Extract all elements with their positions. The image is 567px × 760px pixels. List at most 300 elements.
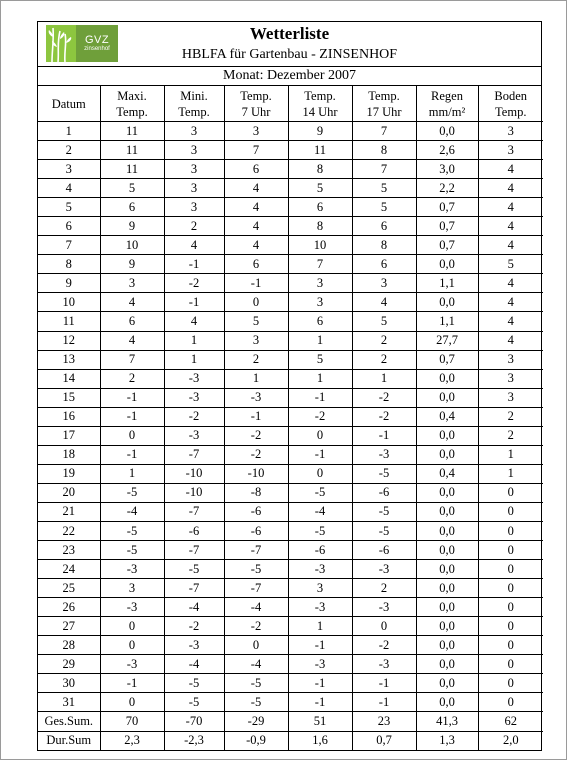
value-cell: 4 — [478, 236, 543, 255]
value-cell: 70 — [100, 712, 164, 731]
value-cell: -3 — [164, 426, 224, 445]
value-cell: 1,6 — [288, 731, 352, 750]
table-row — [38, 655, 543, 674]
value-cell: -1 — [164, 255, 224, 274]
value-cell: 4 — [478, 160, 543, 179]
page-title: Wetterliste — [249, 24, 330, 43]
value-cell: 2,3 — [100, 731, 164, 750]
value-cell: 8 — [288, 217, 352, 236]
row-label-cell: 17 — [38, 426, 100, 445]
value-cell: 3 — [100, 579, 164, 598]
value-cell: -1 — [352, 674, 416, 693]
table-row — [38, 445, 543, 464]
value-cell: -2 — [164, 407, 224, 426]
value-cell: 4 — [478, 179, 543, 198]
column-header — [478, 86, 543, 122]
value-cell: 3 — [288, 293, 352, 312]
row-label-cell: 9 — [38, 274, 100, 293]
value-cell: -2 — [164, 617, 224, 636]
value-cell: -3 — [288, 598, 352, 617]
logo-name: zinsenhof — [84, 46, 110, 52]
value-cell: 0 — [478, 636, 543, 655]
value-cell: 3 — [478, 369, 543, 388]
row-label-cell: Ges.Sum. — [38, 712, 100, 731]
value-cell: 4 — [224, 236, 288, 255]
value-cell: 1 — [288, 331, 352, 350]
value-cell: 0 — [478, 598, 543, 617]
value-cell: 1 — [164, 350, 224, 369]
table-row — [38, 560, 543, 579]
value-cell: 2 — [352, 331, 416, 350]
value-cell: 0 — [478, 655, 543, 674]
value-cell: 0,7 — [416, 350, 478, 369]
value-cell: 0,0 — [416, 560, 478, 579]
value-cell: 0,0 — [416, 693, 478, 712]
value-cell: 0 — [478, 617, 543, 636]
value-cell: 4 — [224, 179, 288, 198]
value-cell: 4 — [224, 217, 288, 236]
value-cell: -3 — [352, 445, 416, 464]
value-cell: 0,0 — [416, 369, 478, 388]
value-cell: -3 — [352, 560, 416, 579]
value-cell: 0,0 — [416, 502, 478, 521]
page-subtitle: HBLFA für Gartenbau - ZINSENHOF — [181, 47, 398, 62]
sheet-header — [38, 22, 541, 67]
value-cell: 7 — [352, 160, 416, 179]
value-cell: 2 — [164, 217, 224, 236]
value-cell: 51 — [288, 712, 352, 731]
column-header — [164, 86, 224, 122]
table-row — [38, 579, 543, 598]
value-cell: 23 — [352, 712, 416, 731]
value-cell: 1 — [478, 445, 543, 464]
value-cell: -4 — [164, 598, 224, 617]
table-row — [38, 160, 543, 179]
value-cell: 1 — [352, 369, 416, 388]
value-cell: -1 — [100, 445, 164, 464]
column-header-line: 7 Uhr — [241, 104, 271, 119]
value-cell: 6 — [288, 198, 352, 217]
row-label-cell: 22 — [38, 521, 100, 540]
table-row — [38, 198, 543, 217]
value-cell: 4 — [352, 293, 416, 312]
value-cell: 0,0 — [416, 388, 478, 407]
table-row — [38, 369, 543, 388]
row-label-cell: 30 — [38, 674, 100, 693]
row-label-cell: 23 — [38, 541, 100, 560]
value-cell: 2 — [478, 407, 543, 426]
value-cell: 0,7 — [416, 198, 478, 217]
value-cell: 0 — [100, 636, 164, 655]
table-row — [38, 350, 543, 369]
table-row — [38, 312, 543, 331]
value-cell: -8 — [224, 483, 288, 502]
column-header-line: Temp. — [304, 88, 336, 103]
value-cell: 3 — [478, 350, 543, 369]
row-label-cell: 19 — [38, 464, 100, 483]
weather-table — [38, 86, 543, 750]
table-row — [38, 426, 543, 445]
value-cell: -2 — [288, 407, 352, 426]
value-cell: 0,0 — [416, 445, 478, 464]
value-cell: 3 — [164, 122, 224, 141]
row-label-cell: 1 — [38, 122, 100, 141]
value-cell: -7 — [224, 541, 288, 560]
value-cell: -5 — [224, 674, 288, 693]
value-cell: 0,0 — [416, 541, 478, 560]
value-cell: 2 — [352, 579, 416, 598]
value-cell: -3 — [100, 598, 164, 617]
table-row — [38, 122, 543, 141]
value-cell: 0 — [288, 426, 352, 445]
value-cell: -5 — [224, 693, 288, 712]
value-cell: 1 — [100, 464, 164, 483]
value-cell: -5 — [352, 464, 416, 483]
value-cell: 0 — [478, 502, 543, 521]
value-cell: -10 — [164, 464, 224, 483]
table-row — [38, 693, 543, 712]
value-cell: 0,7 — [416, 236, 478, 255]
value-cell: 1 — [288, 617, 352, 636]
value-cell: -2 — [164, 274, 224, 293]
value-cell: 3 — [288, 274, 352, 293]
value-cell: 3 — [288, 579, 352, 598]
value-cell: -3 — [352, 655, 416, 674]
value-cell: -7 — [164, 445, 224, 464]
value-cell: 7 — [224, 141, 288, 160]
value-cell: 11 — [288, 141, 352, 160]
value-cell: -2 — [352, 407, 416, 426]
value-cell: -29 — [224, 712, 288, 731]
table-row — [38, 141, 543, 160]
value-cell: 9 — [100, 255, 164, 274]
value-cell: -4 — [164, 655, 224, 674]
value-cell: 10 — [100, 236, 164, 255]
value-cell: 4 — [478, 331, 543, 350]
value-cell: -5 — [100, 521, 164, 540]
row-label-cell: 4 — [38, 179, 100, 198]
value-cell: -1 — [100, 407, 164, 426]
table-row — [38, 674, 543, 693]
value-cell: 8 — [352, 141, 416, 160]
logo-abbr: GVZ — [84, 34, 110, 46]
value-cell: 5 — [288, 179, 352, 198]
value-cell: -3 — [100, 655, 164, 674]
column-header-line: Temp. — [178, 104, 210, 119]
table-row — [38, 255, 543, 274]
value-cell: -7 — [224, 579, 288, 598]
table-row — [38, 388, 543, 407]
value-cell: 4 — [478, 198, 543, 217]
table-row — [38, 217, 543, 236]
column-header-line: Temp. — [495, 104, 527, 119]
value-cell: 0 — [478, 521, 543, 540]
row-label-cell: 2 — [38, 141, 100, 160]
value-cell: 0,0 — [416, 521, 478, 540]
value-cell: 0 — [478, 693, 543, 712]
value-cell: 1,1 — [416, 274, 478, 293]
value-cell: -5 — [352, 502, 416, 521]
value-cell: -10 — [224, 464, 288, 483]
value-cell: 0 — [478, 483, 543, 502]
value-cell: -3 — [164, 636, 224, 655]
column-header — [38, 86, 100, 122]
table-row — [38, 274, 543, 293]
value-cell: 0,0 — [416, 655, 478, 674]
value-cell: -1 — [288, 693, 352, 712]
value-cell: -2 — [352, 636, 416, 655]
row-label-cell: 5 — [38, 198, 100, 217]
value-cell: 0 — [478, 674, 543, 693]
column-header-line: mm/m² — [428, 104, 466, 119]
value-cell: -6 — [224, 502, 288, 521]
value-cell: 4 — [478, 293, 543, 312]
value-cell: 0,0 — [416, 579, 478, 598]
value-cell: 7 — [100, 350, 164, 369]
column-header-line: Temp. — [368, 88, 400, 103]
value-cell: -1 — [224, 407, 288, 426]
value-cell: 5 — [352, 198, 416, 217]
value-cell: -4 — [100, 502, 164, 521]
value-cell: -2 — [352, 388, 416, 407]
value-cell: -6 — [224, 521, 288, 540]
value-cell: -1 — [288, 388, 352, 407]
value-cell: -6 — [164, 521, 224, 540]
value-cell: -1 — [288, 674, 352, 693]
value-cell: -1 — [164, 293, 224, 312]
value-cell: 3 — [478, 122, 543, 141]
row-label-cell: 8 — [38, 255, 100, 274]
table-row — [38, 236, 543, 255]
row-label-cell: 16 — [38, 407, 100, 426]
value-cell: -4 — [224, 655, 288, 674]
value-cell: -7 — [164, 541, 224, 560]
value-cell: 0 — [224, 636, 288, 655]
column-header-line: Temp. — [116, 104, 148, 119]
row-label-cell: 20 — [38, 483, 100, 502]
totals-row — [38, 712, 543, 731]
table-row — [38, 179, 543, 198]
value-cell: 1 — [288, 369, 352, 388]
table-row — [38, 541, 543, 560]
row-label-cell: 24 — [38, 560, 100, 579]
column-header-line: 17 Uhr — [366, 104, 402, 119]
value-cell: 4 — [164, 312, 224, 331]
table-row — [38, 636, 543, 655]
table-row — [38, 617, 543, 636]
value-cell: 0 — [100, 617, 164, 636]
value-cell: 3 — [164, 141, 224, 160]
value-cell: -1 — [288, 636, 352, 655]
value-cell: 5 — [478, 255, 543, 274]
value-cell: 9 — [288, 122, 352, 141]
value-cell: -2,3 — [164, 731, 224, 750]
value-cell: 0,7 — [352, 731, 416, 750]
value-cell: -2 — [224, 617, 288, 636]
value-cell: 0,0 — [416, 617, 478, 636]
row-label-cell: 28 — [38, 636, 100, 655]
value-cell: 0,0 — [416, 255, 478, 274]
table-header-row — [38, 86, 543, 122]
value-cell: 0,0 — [416, 598, 478, 617]
totals-row — [38, 731, 543, 750]
value-cell: 0,0 — [416, 483, 478, 502]
value-cell: -70 — [164, 712, 224, 731]
value-cell: 62 — [478, 712, 543, 731]
column-header-line: 14 Uhr — [302, 104, 338, 119]
value-cell: -2 — [224, 445, 288, 464]
row-label-cell: 25 — [38, 579, 100, 598]
value-cell: -0,9 — [224, 731, 288, 750]
value-cell: 1 — [478, 464, 543, 483]
value-cell: -3 — [352, 598, 416, 617]
row-label-cell: 11 — [38, 312, 100, 331]
value-cell: -5 — [352, 521, 416, 540]
value-cell: 0,4 — [416, 464, 478, 483]
column-header — [224, 86, 288, 122]
value-cell: 3 — [478, 388, 543, 407]
row-label-cell: 31 — [38, 693, 100, 712]
value-cell: 41,3 — [416, 712, 478, 731]
value-cell: 3,0 — [416, 160, 478, 179]
value-cell: 3 — [224, 122, 288, 141]
value-cell: 0 — [478, 579, 543, 598]
value-cell: -1 — [352, 693, 416, 712]
value-cell: 0,0 — [416, 426, 478, 445]
value-cell: -3 — [164, 369, 224, 388]
value-cell: 0 — [478, 560, 543, 579]
value-cell: -3 — [288, 560, 352, 579]
value-cell: 0,4 — [416, 407, 478, 426]
value-cell: -5 — [100, 541, 164, 560]
value-cell: 4 — [224, 198, 288, 217]
value-cell: -1 — [224, 274, 288, 293]
value-cell: 9 — [100, 217, 164, 236]
value-cell: 11 — [100, 122, 164, 141]
value-cell: 3 — [164, 198, 224, 217]
row-label-cell: 13 — [38, 350, 100, 369]
value-cell: -5 — [224, 560, 288, 579]
value-cell: 2 — [224, 350, 288, 369]
value-cell: 6 — [352, 217, 416, 236]
value-cell: 6 — [288, 312, 352, 331]
value-cell: 1,1 — [416, 312, 478, 331]
value-cell: 1 — [164, 331, 224, 350]
value-cell: 3 — [164, 179, 224, 198]
value-cell: 4 — [164, 236, 224, 255]
table-row — [38, 502, 543, 521]
value-cell: -1 — [100, 674, 164, 693]
value-cell: 8 — [288, 160, 352, 179]
value-cell: 1,3 — [416, 731, 478, 750]
column-header-line: Mini. — [180, 88, 208, 103]
column-header — [352, 86, 416, 122]
value-cell: 0,0 — [416, 122, 478, 141]
value-cell: 2 — [100, 369, 164, 388]
table-row — [38, 407, 543, 426]
value-cell: 4 — [478, 274, 543, 293]
value-cell: -3 — [164, 388, 224, 407]
value-cell: -2 — [224, 426, 288, 445]
value-cell: 6 — [100, 312, 164, 331]
weather-sheet — [37, 21, 542, 751]
value-cell: -10 — [164, 483, 224, 502]
column-header-line: Boden — [494, 88, 528, 103]
value-cell: 8 — [352, 236, 416, 255]
value-cell: 6 — [352, 255, 416, 274]
column-header-line: Datum — [51, 96, 86, 111]
value-cell: -5 — [100, 483, 164, 502]
value-cell: 5 — [352, 179, 416, 198]
table-row — [38, 483, 543, 502]
table-row — [38, 464, 543, 483]
row-label-cell: 29 — [38, 655, 100, 674]
value-cell: -3 — [288, 655, 352, 674]
row-label-cell: 12 — [38, 331, 100, 350]
table-body — [38, 122, 543, 750]
row-label-cell: 26 — [38, 598, 100, 617]
value-cell: -5 — [288, 483, 352, 502]
value-cell: -3 — [224, 388, 288, 407]
value-cell: 27,7 — [416, 331, 478, 350]
value-cell: -4 — [288, 502, 352, 521]
value-cell: 0 — [352, 617, 416, 636]
value-cell: -6 — [352, 483, 416, 502]
value-cell: 4 — [100, 331, 164, 350]
value-cell: 4 — [478, 312, 543, 331]
value-cell: 5 — [352, 312, 416, 331]
column-header-line: Temp. — [240, 88, 272, 103]
table-row — [38, 331, 543, 350]
month-label: Monat: Dezember 2007 — [38, 67, 541, 86]
value-cell: 3 — [224, 331, 288, 350]
value-cell: 2 — [478, 426, 543, 445]
value-cell: 0 — [478, 541, 543, 560]
value-cell: -3 — [100, 560, 164, 579]
value-cell: -1 — [288, 445, 352, 464]
value-cell: -6 — [352, 541, 416, 560]
value-cell: 0 — [288, 464, 352, 483]
value-cell: 7 — [288, 255, 352, 274]
value-cell: 3 — [164, 160, 224, 179]
row-label-cell: 6 — [38, 217, 100, 236]
value-cell: -5 — [164, 560, 224, 579]
value-cell: -5 — [164, 693, 224, 712]
value-cell: 7 — [352, 122, 416, 141]
value-cell: 0 — [100, 693, 164, 712]
value-cell: 6 — [100, 198, 164, 217]
value-cell: 0,0 — [416, 674, 478, 693]
table-row — [38, 293, 543, 312]
value-cell: 10 — [288, 236, 352, 255]
value-cell: 2 — [352, 350, 416, 369]
value-cell: 1 — [224, 369, 288, 388]
table-row — [38, 521, 543, 540]
value-cell: 4 — [100, 293, 164, 312]
value-cell: 4 — [478, 217, 543, 236]
column-header-line: Maxi. — [117, 88, 147, 103]
column-header — [100, 86, 164, 122]
value-cell: 0,7 — [416, 217, 478, 236]
value-cell: -6 — [288, 541, 352, 560]
value-cell: 2,0 — [478, 731, 543, 750]
value-cell: 3 — [352, 274, 416, 293]
row-label-cell: 18 — [38, 445, 100, 464]
value-cell: 5 — [224, 312, 288, 331]
value-cell: -5 — [164, 674, 224, 693]
value-cell: 0,0 — [416, 636, 478, 655]
value-cell: -7 — [164, 579, 224, 598]
